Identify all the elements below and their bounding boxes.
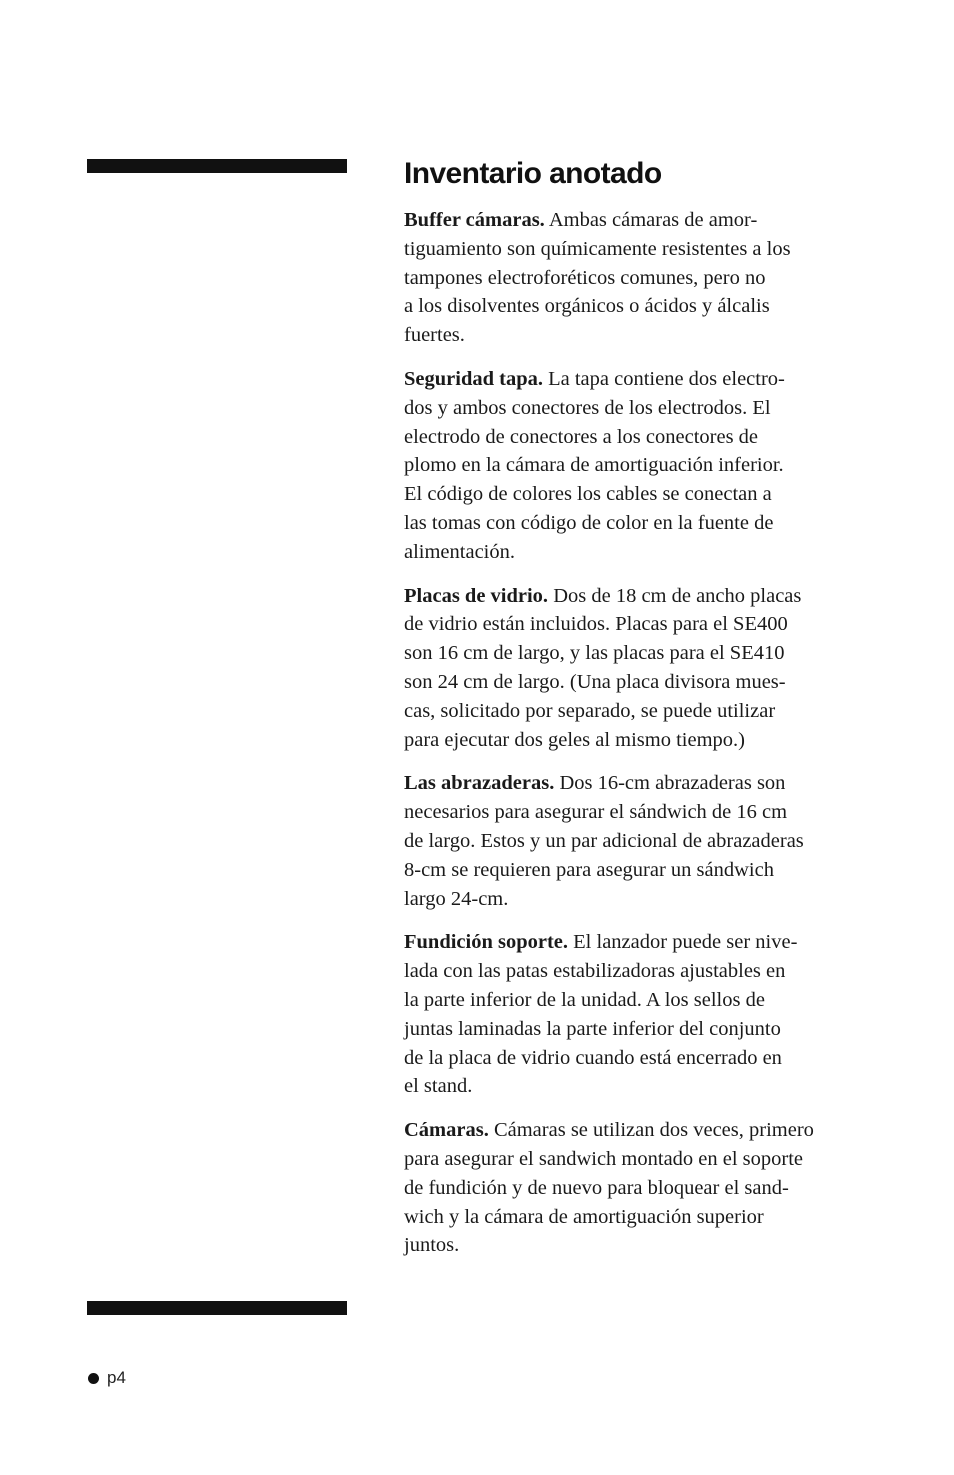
section-title: Inventario anotado [404, 157, 662, 190]
bullet-icon [88, 1373, 99, 1384]
main-content [404, 152, 874, 1275]
entry-term: Placas de vidrio. [404, 584, 549, 607]
entry-term: Fundición soporte. [404, 931, 569, 954]
entry-text: El lanzador puede ser nive- lada con las patas estabilizadoras ajustables en la parte inferior de la unidad. A los sellos de juntas laminadas la parte inferior del conjunto de la placa de vidrio cuando está encerrado en el stand. [404, 931, 798, 1098]
entry-text: Cámaras se utilizan dos veces, primero para asegurar el sandwich montado en el soporte de fundición y de nuevo para bloquear el sand- wich y la cámara de amortiguación superior juntos. [404, 1119, 814, 1257]
entry-text: La tapa contiene dos electro- dos y ambos conectores de los electrodos. El electrodo de conectores a los conectores de plomo en la cámara de amortiguación inferior. El código de colores los cables se conectan a las tomas con código de color en la fuente de alimentación. [404, 367, 785, 563]
bottom-rule [87, 1301, 347, 1315]
top-rule [87, 159, 347, 173]
entry-text: Dos de 18 cm de ancho placas de vidrio están incluidos. Placas para el SE400 son 16 cm de largo, y las placas para el SE410 son 24 cm de largo. (Una placa divisora mues- cas, solicitado por separado, se puede utilizar para ejecutar dos geles al mismo tiempo.) [404, 584, 802, 751]
entry-term: Seguridad tapa. [404, 367, 543, 390]
page-footer [88, 1368, 126, 1388]
entry-text: Dos 16-cm abrazaderas son necesarios para asegurar el sándwich de 16 cm de largo. Estos y un par adicional de abrazaderas 8-cm se requieren para asegurar un sándwich largo 24-cm. [404, 772, 804, 910]
entry-term: Buffer cámaras. [404, 209, 545, 231]
page-number: p4 [107, 1368, 126, 1387]
entry-cams [404, 1116, 874, 1260]
entry-term: Cámaras. [404, 1119, 489, 1142]
entry-glass-plates [404, 582, 874, 755]
entry-safety-lid [404, 365, 874, 567]
entry-term: Las abrazaderas. [404, 772, 555, 795]
entry-casting-stand [404, 928, 874, 1101]
entry-buffer-chambers [404, 206, 874, 350]
entry-clamps [404, 769, 874, 913]
entry-text: Ambas cámaras de amor- tiguamiento son químicamente resistentes a los tampones electroforéticos comunes, pero no a los disolventes orgánicos o ácidos y álcalis fuertes. [404, 209, 791, 347]
